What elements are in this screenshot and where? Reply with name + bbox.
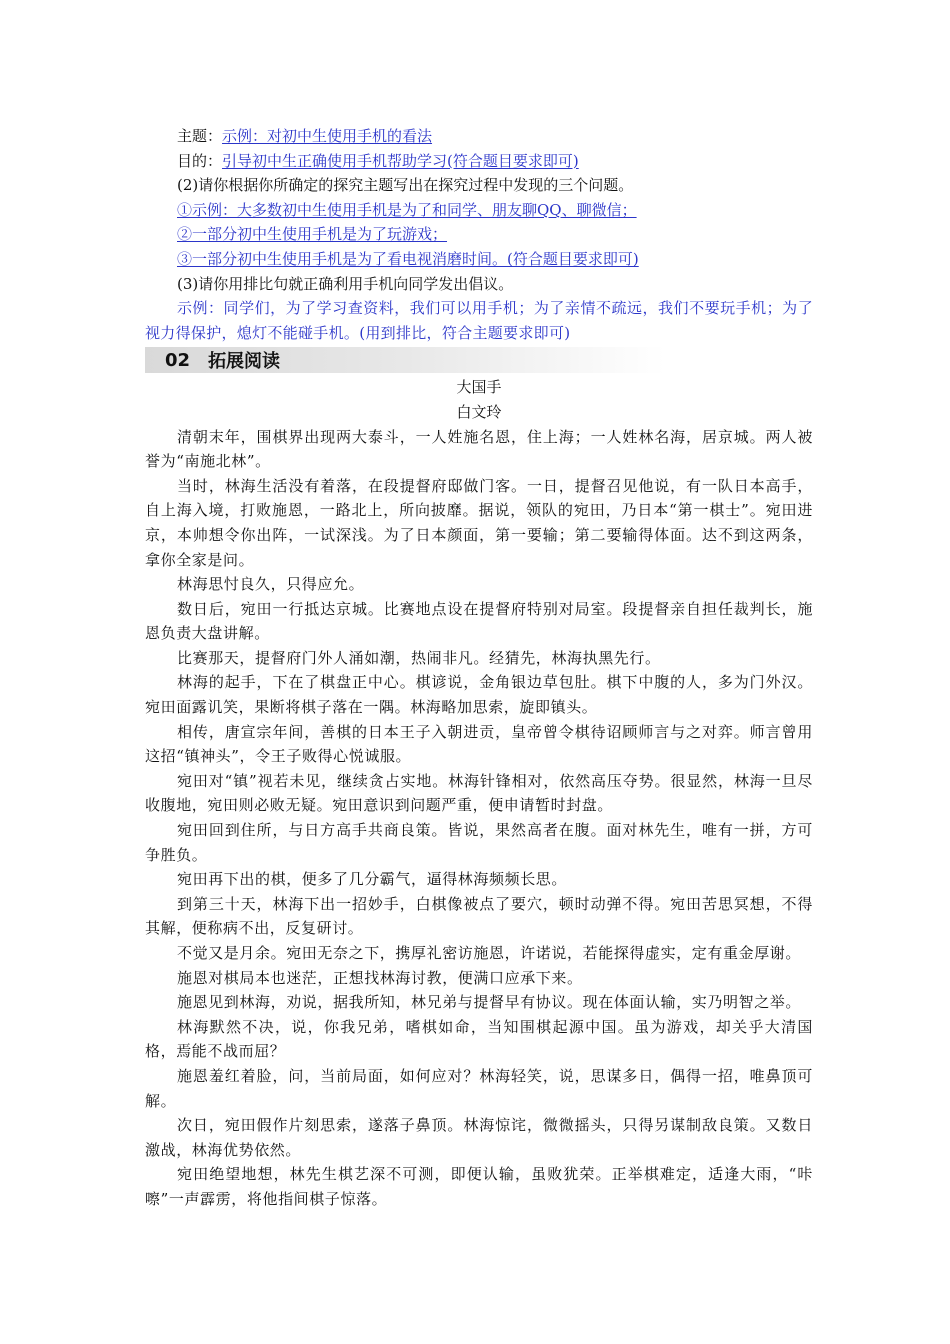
- theme-answer: 示例：对初中生使用手机的看法: [222, 127, 433, 145]
- theme-label: 主题：: [177, 127, 223, 145]
- question-3: (3)请你用排比句就正确利用手机向同学发出倡议。: [177, 274, 514, 293]
- question-2: (2)请你根据你所确定的探究主题写出在探究过程中发现的三个问题。: [177, 176, 634, 195]
- story-author: 白文玲: [456, 402, 502, 421]
- story-paragraph: 施恩对棋局本也迷茫，正想找林海讨教，便满口应承下来。: [177, 968, 583, 987]
- story-paragraph: 到第三十天，林海下出一招妙手，白棋像被点了要穴，顿时动弹不得。宛田苦思冥想，不得其解，便称病不出，反复研讨。: [145, 894, 813, 938]
- section-title: 拓展阅读: [208, 351, 281, 373]
- story-paragraph: 次日，宛田假作片刻思索，遂落子鼻顶。林海惊诧，微微摇头，只得另谋制敌良策。又数日激战，林海优势依然。: [145, 1116, 813, 1159]
- story-paragraph: 相传，唐宣宗年间，善棋的日本王子入朝进贡，皇帝曾令棋待诏顾师言与之对弈。师言曾用这招“镇神头”，令王子败得心悦诚服。: [145, 722, 813, 766]
- story-paragraph: 宛田绝望地想，林先生棋艺深不可测，即便认输，虽败犹荣。正举棋难定，适逢大雨，“咔嚓”一声霹雳，将他指间棋子惊落。: [145, 1165, 813, 1208]
- purpose-line: [145, 149, 813, 174]
- q2-answer-2: ②一部分初中生使用手机是为了玩游戏；: [177, 225, 448, 244]
- story-paragraph: 当时，林海生活没有着落，在段提督府邸做门客。一日，提督召见他说，有一队日本高手，自上海入境，打败施恩，一路北上，所向披靡。据说，领队的宛田，乃日本“第一棋士”。宛田进京，本帅想令你出阵，一试深浅。为了日本颜面，第一要输；第二要输得体面。达不到这两条，拿你全家是问。: [145, 476, 813, 569]
- story-paragraph: 林海思忖良久，只得应允。: [177, 575, 365, 594]
- purpose-label: 目的：: [177, 151, 223, 170]
- story-paragraph: 比赛那天，提督府门外人涌如潮，热闹非凡。经猜先，林海执黑先行。: [177, 648, 661, 667]
- purpose-answer: 引导初中生正确使用手机帮助学习(符合题目要求即可): [222, 151, 579, 170]
- story-paragraph: 宛田对“镇”视若未见，继续贪占实地。林海针锋相对，依然高压夺势。很显然，林海一旦尽收腹地，宛田则必败无疑。宛田意识到问题严重，便申请暂时封盘。: [145, 771, 813, 815]
- story-paragraph: 宛田回到住所，与日方高手共商良策。皆说，果然高者在腹。面对林先生，唯有一拼，方可争胜负。: [145, 821, 813, 864]
- story-paragraph: 不觉又是月余。宛田无奈之下，携厚礼密访施恩，许诺说，若能探得虚实，定有重金厚谢。: [177, 944, 802, 962]
- document-page: [145, 124, 813, 1212]
- q2-answer-3: ③一部分初中生使用手机是为了看电视消磨时间。(符合题目要求即可): [177, 249, 639, 268]
- story-paragraph: 宛田再下出的棋，便多了几分霸气，逼得林海频频长思。: [177, 870, 568, 889]
- story-paragraph: 林海的起手，下在了棋盘正中心。棋谚说，金角银边草包肚。棋下中腹的人，多为门外汉。宛田面露讥笑，果断将棋子落在一隅。林海略加思索，旋即镇头。: [145, 673, 813, 717]
- story-paragraph: 施恩羞红着脸，问，当前局面，如何应对？林海轻笑，说，思谋多日，偶得一招，唯鼻顶可解。: [145, 1066, 813, 1110]
- story-paragraph: 施恩见到林海，劝说，据我所知，林兄弟与提督早有协议。现在体面认输，实乃明智之举。: [177, 993, 802, 1012]
- story-paragraph: 林海默然不决，说，你我兄弟，嗜棋如命，当知围棋起源中国。虽为游戏，却关乎大清国格，焉能不战而屈？: [145, 1017, 813, 1061]
- story-title: 大国手: [456, 378, 502, 397]
- story-body: [145, 425, 813, 1212]
- story-paragraph: 数日后，宛田一行抵达京城。比赛地点设在提督府特别对局室。段提督亲自担任裁判长，施恩负责大盘讲解。: [145, 599, 813, 643]
- section-header: [145, 347, 813, 373]
- story-paragraph: 清朝末年，围棋界出现两大泰斗，一人姓施名恩，住上海；一人姓林名海，居京城。两人被誉为“南施北林”。: [145, 427, 813, 471]
- section-number: 02: [165, 349, 191, 371]
- theme-line: [145, 124, 813, 149]
- q3-answer: 示例：同学们，为了学习查资料，我们可以用手机；为了亲情不疏远，我们不要玩手机；为了视力得保护，熄灯不能碰手机。(用到排比，符合主题要求即可): [145, 299, 813, 342]
- q2-answer-1: ①示例：大多数初中生使用手机是为了和同学、朋友聊QQ、聊微信；: [177, 200, 637, 219]
